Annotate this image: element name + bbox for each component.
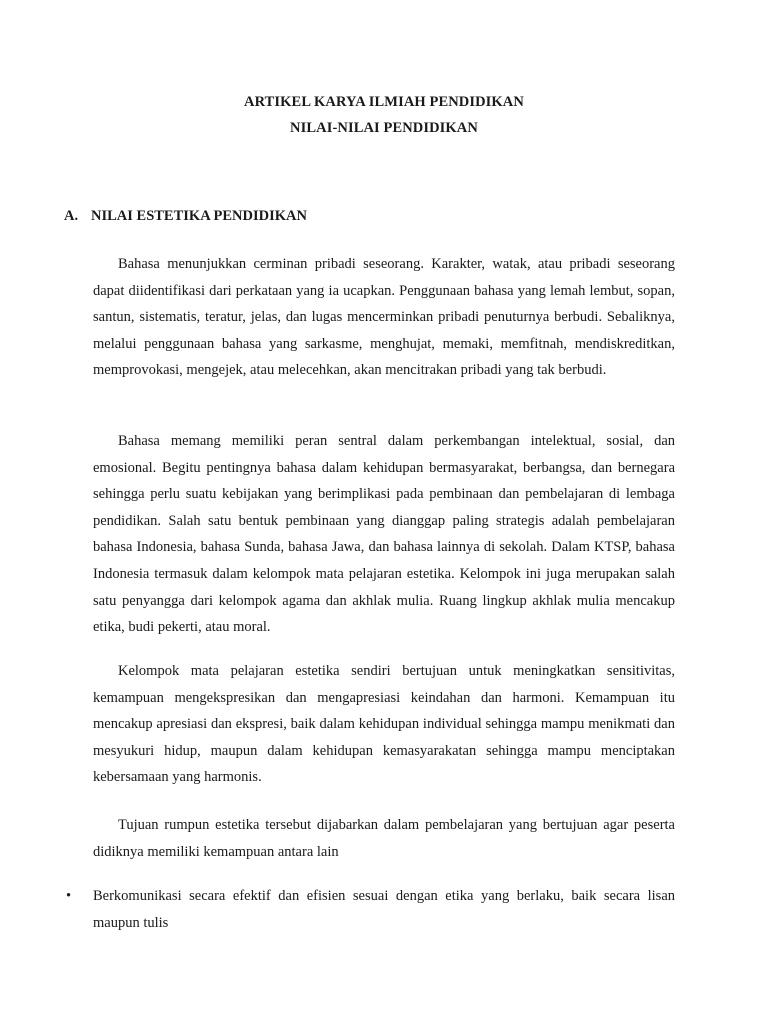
document-title: ARTIKEL KARYA ILMIAH PENDIDIKAN [244, 94, 524, 110]
list-item-text: Berkomunikasi secara efektif dan efisien sesuai dengan etika yang berlaku, baik secara lisan maupun tulis [93, 888, 675, 931]
section-heading-text: NILAI ESTETIKA PENDIDIKAN [91, 208, 307, 224]
paragraph-3: Kelompok mata pelajaran estetika sendiri bertujuan untuk meningkatkan sensitivitas, kemampuan mengekspresikan dan mengapresiasi keindahan dan harmoni. Kemampuan itu mencakup apresiasi dan ekspresi, baik dalam kehidupan individual sehingga mampu menikmati dan mesyukuri hidup, maupun dalam kehidupan kemasyarakatan sehingga mampu menciptakan kebersamaan yang harmonis. [93, 663, 675, 786]
document-subtitle: NILAI-NILAI PENDIDIKAN [290, 120, 478, 136]
paragraph-2: Bahasa memang memiliki peran sentral dalam perkembangan intelektual, sosial, dan emosional. Begitu pentingnya bahasa dalam kehidupan bermasyarakat, berbangsa, dan bernegara sehingga perlu suatu kebijakan yang berimplikasi pada pembinaan dan pembelajaran di lembaga pendidikan. Salah satu bentuk pembinaan yang dianggap paling strategis adalah pembelajaran bahasa Indonesia, bahasa Sunda, bahasa Jawa, dan bahasa lainnya di sekolah. Dalam KTSP, bahasa Indonesia termasuk dalam kelompok mata pelajaran estetika. Kelompok ini juga merupakan salah satu penyangga dari kelompok agama dan akhlak mulia. Ruang lingkup akhlak mulia mencakup etika, budi pekerti, atau moral. [93, 433, 675, 636]
bullet-icon: • [66, 888, 72, 904]
section-heading [64, 206, 307, 226]
bullet-list [64, 883, 675, 936]
paragraph-4: Tujuan rumpun estetika tersebut dijabarkan dalam pembelajaran yang bertujuan agar peserta didiknya memiliki kemampuan antara lain [93, 817, 675, 860]
section-number: A. [64, 208, 79, 224]
paragraph-1: Bahasa menunjukkan cerminan pribadi seseorang. Karakter, watak, atau pribadi seseorang dapat diidentifikasi dari perkataan yang ia ucapkan. Penggunaan bahasa yang lemah lembut, sopan, santun, sistematis, teratur, jelas, dan lugas mencerminkan pribadi penuturnya berbudi. Sebaliknya, melalui penggunaan bahasa yang sarkasme, menghujat, memaki, memfitnah, mendiskreditkan, memprovokasi, mengejek, atau melecehkan, akan mencitrakan pribadi yang tak berbudi. [93, 256, 675, 379]
list-item [64, 883, 675, 936]
